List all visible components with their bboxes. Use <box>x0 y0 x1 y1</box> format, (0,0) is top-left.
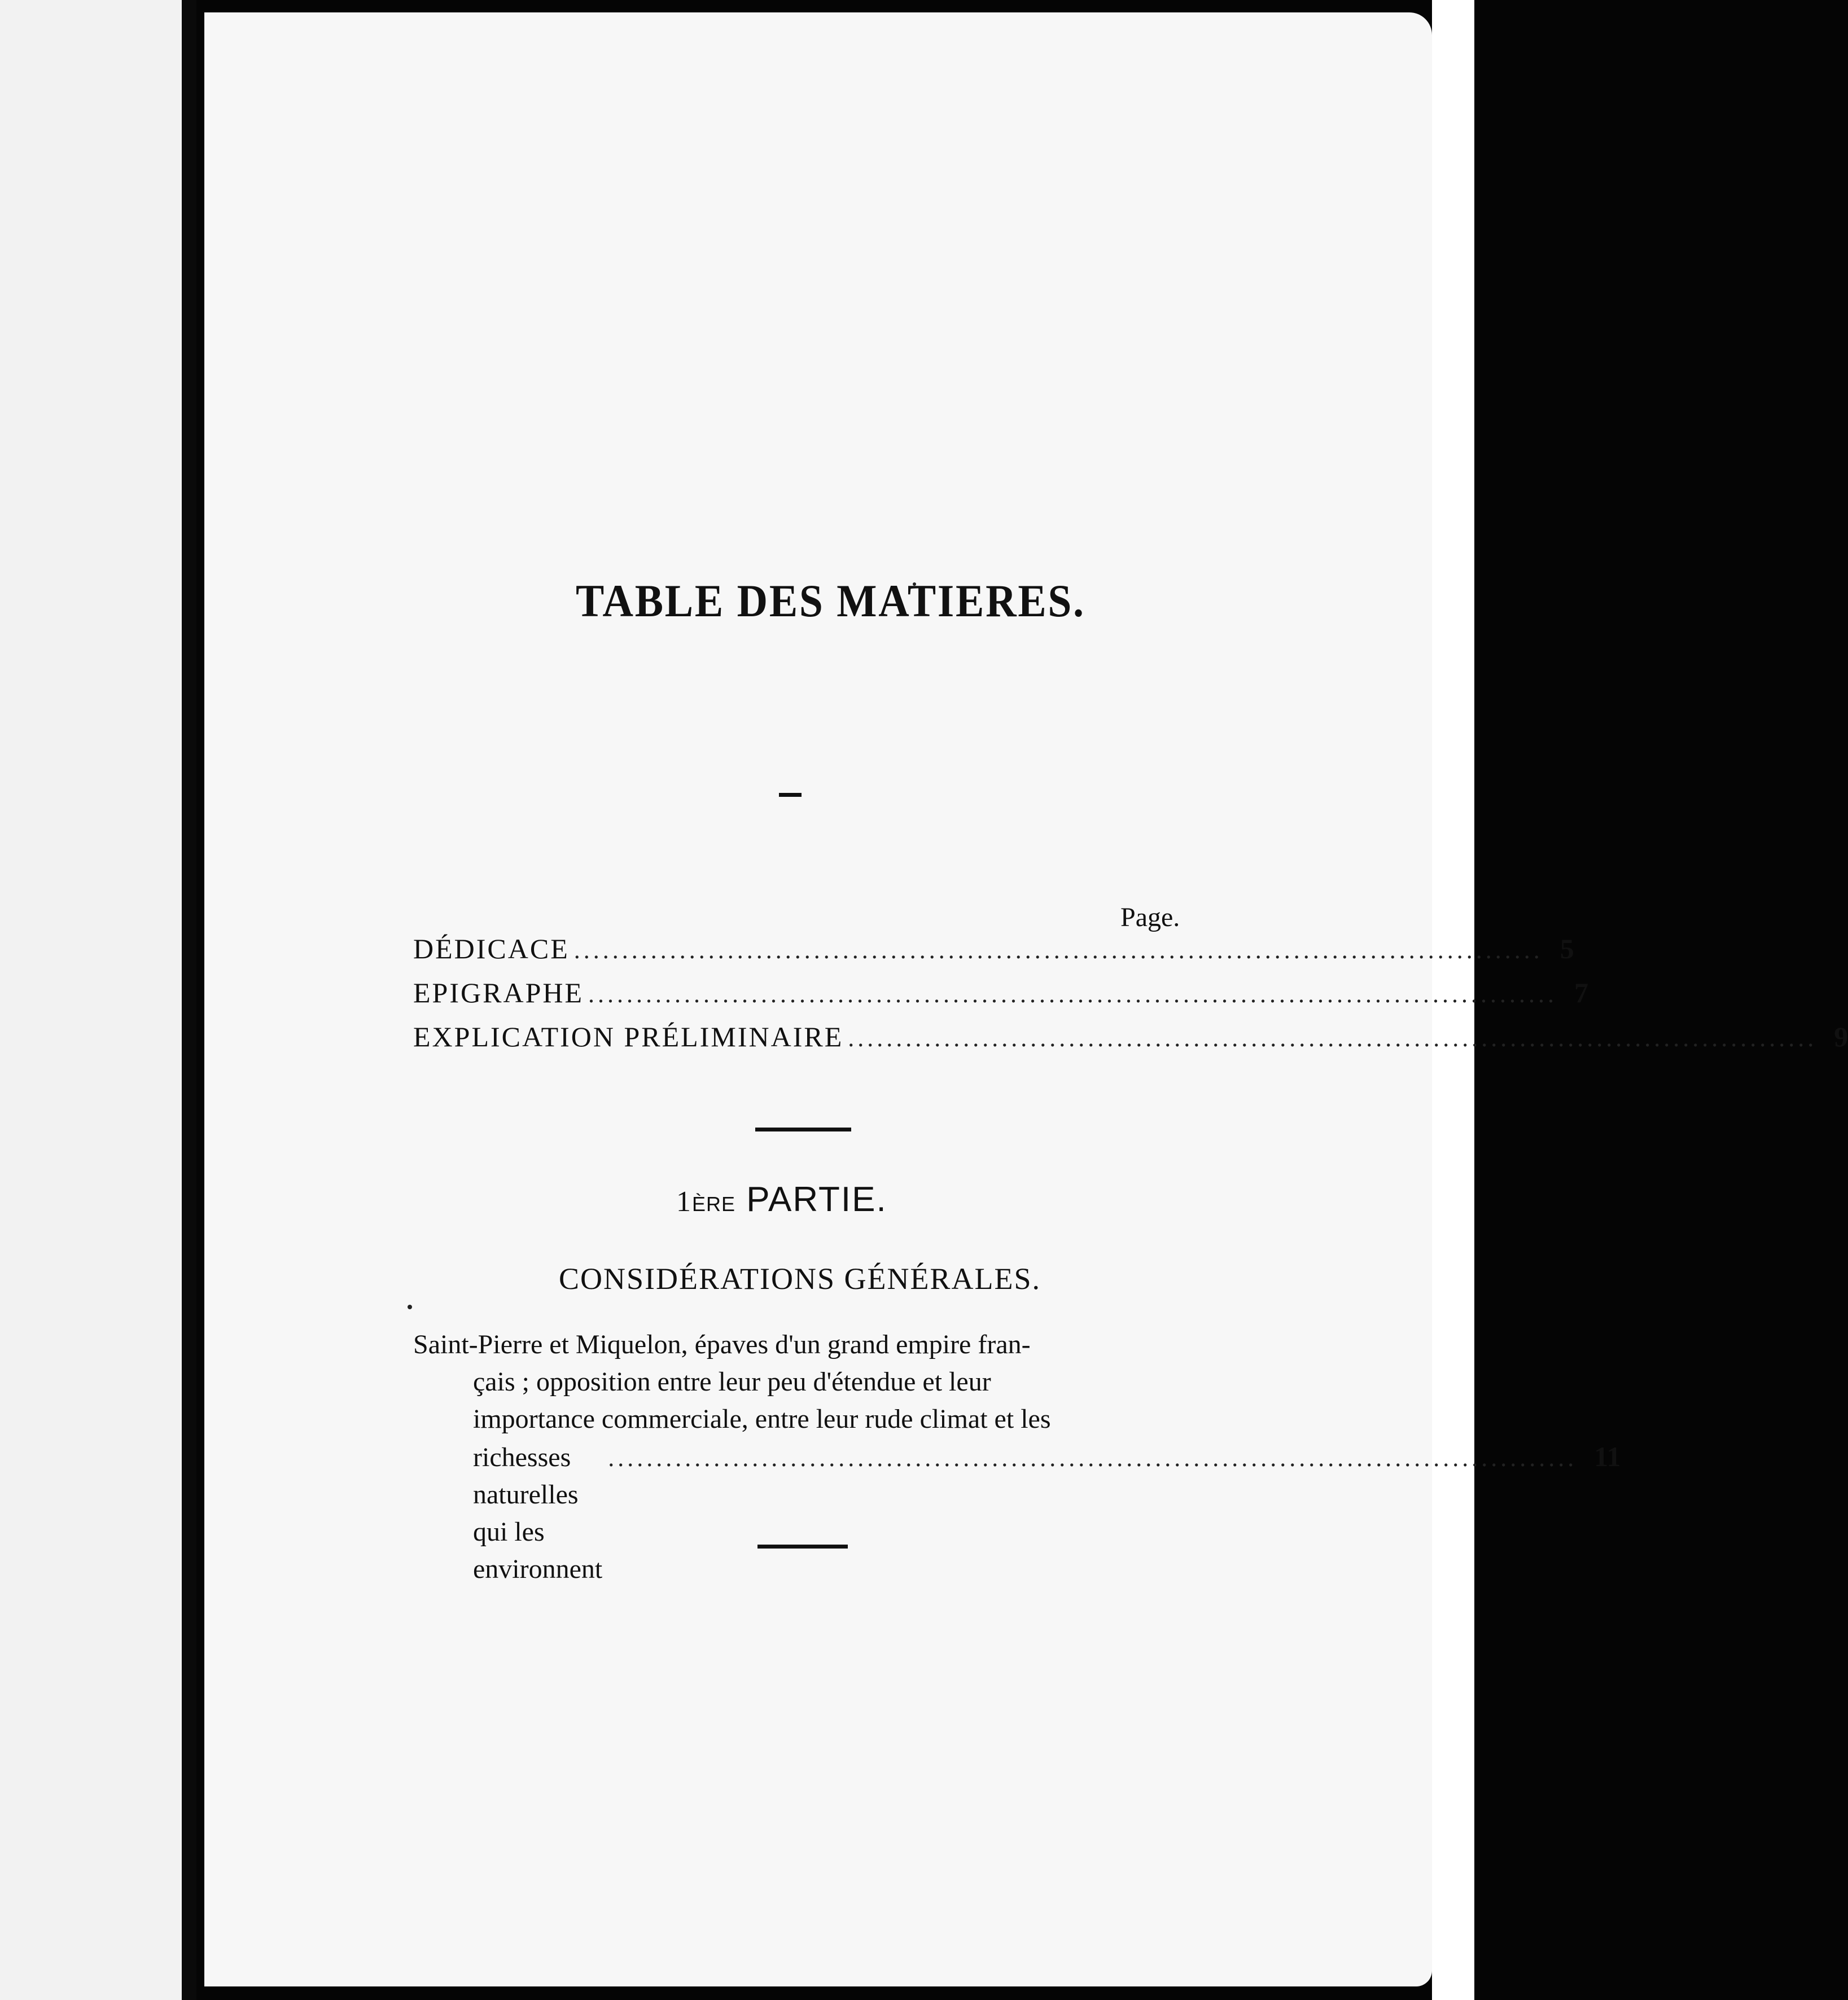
entry-line: importance commerciale, entre leur rude climat et les <box>473 1404 1051 1434</box>
toc-page-number: 11 <box>1594 1441 1621 1472</box>
ornament-dash <box>779 793 802 797</box>
page-title: TABLE DES MATIERES. <box>576 575 1085 626</box>
dot-leader: ..................................................................................................... <box>573 936 1543 964</box>
toc-label: EPIGRAPHE <box>413 977 584 1008</box>
binding-gutter <box>182 0 196 2000</box>
entry-line: richesses naturelles qui les environnent <box>473 1442 603 1584</box>
part-label: PARTIE. <box>746 1180 887 1219</box>
toc-page-number: 7 <box>1574 977 1589 1008</box>
toc-label: EXPLICATION PRÉLIMINAIRE <box>413 1021 844 1052</box>
entry-line: çais ; opposition entre leur peu d'étendue et leur <box>473 1367 991 1397</box>
part-number: 1 <box>676 1186 692 1218</box>
section-divider <box>757 1545 848 1549</box>
scan-speck <box>408 1305 412 1309</box>
entry-last-line <box>413 1438 1621 1588</box>
part-heading <box>676 1179 887 1220</box>
section-title: CONSIDÉRATIONS GÉNÉRALES. <box>559 1262 1041 1296</box>
previous-page-strip <box>0 0 182 2000</box>
entry-line: Saint-Pierre et Miquelon, épaves d'un grand empire fran- <box>413 1330 1031 1359</box>
toc-row-explication <box>413 1020 1848 1060</box>
toc-row-epigraphe <box>413 976 1589 1016</box>
toc-page-number: 9 <box>1834 1021 1848 1052</box>
dot-leader: ..................................................................................................... <box>608 1444 1578 1472</box>
page-column-header: Page. <box>1120 902 1180 932</box>
part-number-suffix: ÈRE <box>692 1192 736 1216</box>
toc-row-dedicace <box>413 932 1574 972</box>
toc-label: DÉDICACE <box>413 933 570 964</box>
toc-entry-paragraph <box>413 1326 1621 1588</box>
section-divider <box>755 1128 851 1131</box>
dot-leader: ..................................................................................................... <box>848 1024 1818 1052</box>
toc-page-number: 5 <box>1560 933 1574 964</box>
dot-leader: ..................................................................................................... <box>588 980 1558 1008</box>
